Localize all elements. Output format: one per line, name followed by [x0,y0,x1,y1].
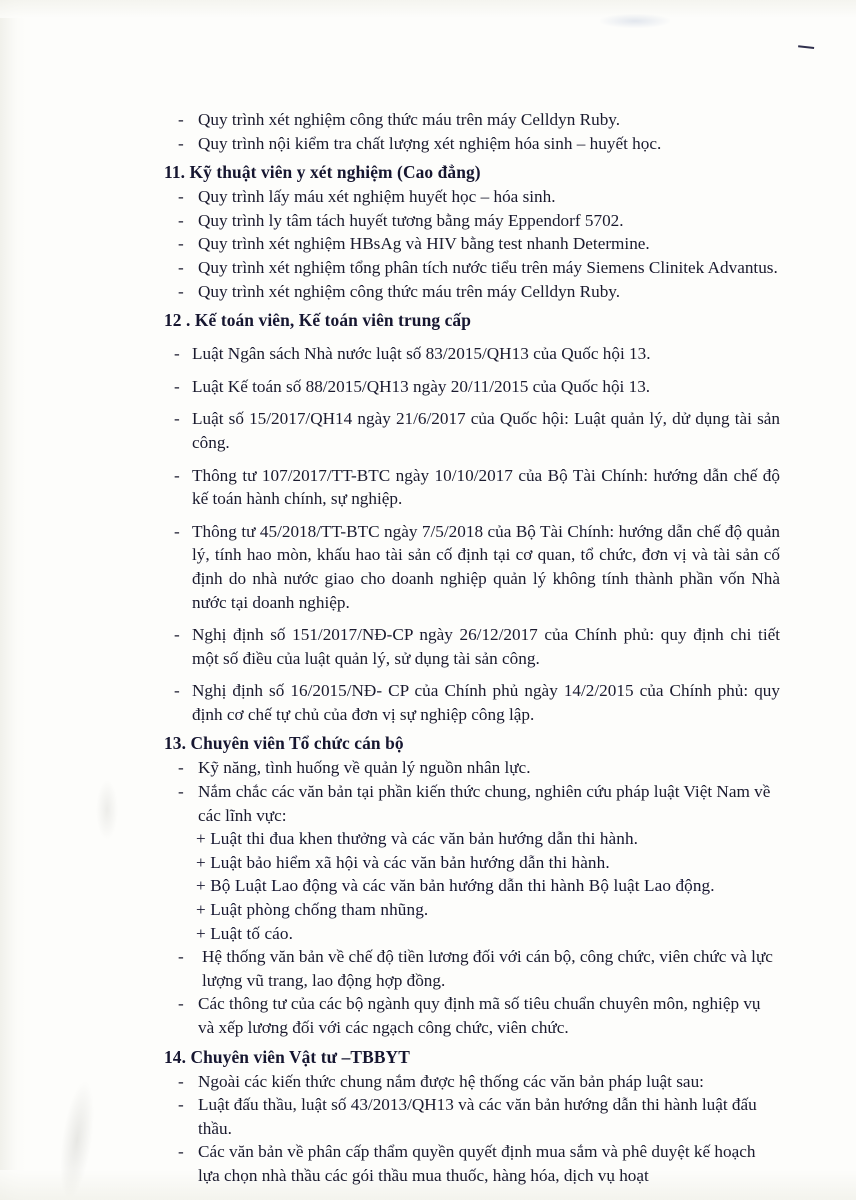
bullet-dash-icon: - [178,281,184,301]
page-left-edge-shadow [0,0,26,1200]
bullet-dash-icon: - [178,210,184,230]
list-item-text: Quy trình xét nghiệm công thức máu trên máy Celldyn Ruby. [198,281,621,301]
list-item [150,232,780,256]
list-item [150,185,780,209]
list-item [150,1140,780,1187]
list-item-text: Quy trình xét nghiệm HBsAg và HIV bằng test nhanh Determine. [198,234,650,254]
section-heading-14: 14. Chuyên viên Vật tư –TBBYT [164,1046,410,1067]
pen-mark-icon [796,34,822,57]
list-item-text: Luật đấu thầu, luật số 43/2013/QH13 và các văn bản hướng dẫn thi hành luật đấu thầu. [198,1095,757,1138]
section-heading-13: 13. Chuyên viên Tổ chức cán bộ [164,733,404,754]
list-item [150,342,780,366]
list-item-text: Luật số 15/2017/QH14 ngày 21/6/2017 của Quốc hội: Luật quản lý, dử dụng tài sản công. [192,409,780,452]
bullet-dash-icon: - [178,1071,184,1091]
bullet-dash-icon: - [174,625,180,645]
list-item-text: Nghị định số 16/2015/NĐ- CP của Chính phủ ngày 14/2/2015 của Chính phủ: quy định cơ chế tự chủ của đơn vị sự nghiệp công lập. [192,681,780,724]
list-item [150,1093,780,1140]
bullet-dash-icon: - [174,521,180,541]
bullet-dash-icon: - [178,947,184,967]
bullet-dash-icon: - [174,344,180,364]
list-item-text: Hệ thống văn bản về chế độ tiền lương đối với cán bộ, công chức, viên chức và lực lượng vũ trang, lao động hợp đồng. [202,947,773,990]
list-item [150,780,780,827]
list-item [150,375,780,399]
list-item-text: Thông tư 45/2018/TT-BTC ngày 7/5/2018 của Bộ Tài Chính: hướng dẫn chế độ quản lý, tính hao mòn, khấu hao tài sản cố định tại cơ quan, tổ chức, đơn vị và tài sản cố định do nhà nước giao cho doanh nghiệp quản lý không tính thành phần vốn Nhà nước tại doanh nghiệp. [192,521,780,612]
list-item [150,1070,780,1094]
list-item-text: Quy trình xét nghiệm công thức máu trên máy Celldyn Ruby. [198,110,621,129]
section-top-bullets [150,108,780,155]
section-14-bullets [150,1070,780,1188]
bullet-dash-icon: - [178,994,184,1014]
bullet-dash-icon: - [178,110,184,129]
list-item [150,623,780,670]
list-item [150,108,780,132]
section-11-bullets [150,185,780,303]
bullet-dash-icon: - [174,409,180,429]
bullet-dash-icon: - [178,1095,184,1115]
list-item [150,756,780,780]
list-item [150,945,780,992]
list-item [150,520,780,614]
list-item: + Luật bảo hiểm xã hội và các văn bản hướng dẫn thi hành. [196,852,610,872]
bullet-dash-icon: - [178,1142,184,1162]
list-item [150,407,780,454]
bullet-dash-icon: - [174,681,180,701]
document-body [150,108,780,1188]
list-item [150,209,780,233]
list-item-text: Nắm chắc các văn bản tại phần kiến thức chung, nghiên cứu pháp luật Việt Nam về các lĩnh vực: [198,782,771,825]
section-12-paragraphs [150,342,780,726]
page-ink-blot-top [600,14,670,28]
list-item-text: Quy trình nội kiểm tra chất lượng xét nghiệm hóa sinh – huyết học. [198,133,662,153]
list-item-text: Luật Ngân sách Nhà nước luật số 83/2015/QH13 của Quốc hội 13. [192,344,651,364]
list-item: + Luật tố cáo. [196,923,293,943]
list-item [150,464,780,511]
bullet-dash-icon: - [178,187,184,207]
bullet-dash-icon: - [178,758,184,778]
bullet-dash-icon: - [178,234,184,254]
bullet-dash-icon: - [174,465,180,485]
list-item-text: Quy trình xét nghiệm tổng phân tích nước tiểu trên máy Siemens Clinitek Advantus. [198,257,778,277]
bullet-dash-icon: - [178,257,184,277]
bullet-dash-icon: - [174,376,180,396]
list-item [150,132,780,156]
page-smudge-left-middle [96,780,118,840]
list-item: + Luật thi đua khen thưởng và các văn bản hướng dẫn thi hành. [196,829,639,849]
list-item-text: Ngoài các kiến thức chung nắm được hệ thống các văn bản pháp luật sau: [198,1071,704,1091]
list-item-text: Quy trình lấy máu xét nghiệm huyết học – hóa sinh. [198,187,556,207]
bullet-dash-icon: - [178,782,184,802]
list-item-text: Các văn bản về phân cấp thẩm quyền quyết định mua sắm và phê duyệt kế hoạch lựa chọn nhà thầu các gói thầu mua thuốc, hàng hóa, dịch vụ hoạt [198,1142,756,1185]
section-heading-11: 11. Kỹ thuật viên y xét nghiệm (Cao đẳng) [164,162,481,183]
list-item [150,256,780,280]
section-13-plus-items [150,827,780,945]
list-item-text: Kỹ năng, tình huống về quản lý nguồn nhân lực. [198,758,531,778]
bullet-dash-icon: - [178,133,184,153]
list-item: + Bộ Luật Lao động và các văn bản hướng dẫn thi hành Bộ luật Lao động. [196,876,715,896]
list-item-text: Quy trình ly tâm tách huyết tương bằng máy Eppendorf 5702. [198,210,624,230]
list-item [150,280,780,304]
section-13-bullets-continued [150,945,780,1039]
list-item-text: Các thông tư của các bộ ngành quy định mã số tiêu chuẩn chuyên môn, nghiệp vụ và xếp lương đối với các ngạch công chức, viên chức. [198,994,761,1037]
list-item-text: Thông tư 107/2017/TT-BTC ngày 10/10/2017 của Bộ Tài Chính: hướng dẫn chế độ kế toán hành chính, sự nghiệp. [192,465,780,509]
list-item [150,679,780,726]
list-item-text: Nghị định số 151/2017/NĐ-CP ngày 26/12/2017 của Chính phủ: quy định chi tiết một số điều của luật quản lý, sử dụng tài sản công. [192,625,780,668]
page-top-edge-shadow [0,0,856,18]
section-heading-12: 12 . Kế toán viên, Kế toán viên trung cấp [164,310,471,331]
list-item-text: Luật Kế toán số 88/2015/QH13 ngày 20/11/2015 của Quốc hội 13. [192,376,651,396]
list-item [150,992,780,1039]
section-13-bullets [150,756,780,827]
list-item: + Luật phòng chống tham nhũng. [196,900,429,920]
